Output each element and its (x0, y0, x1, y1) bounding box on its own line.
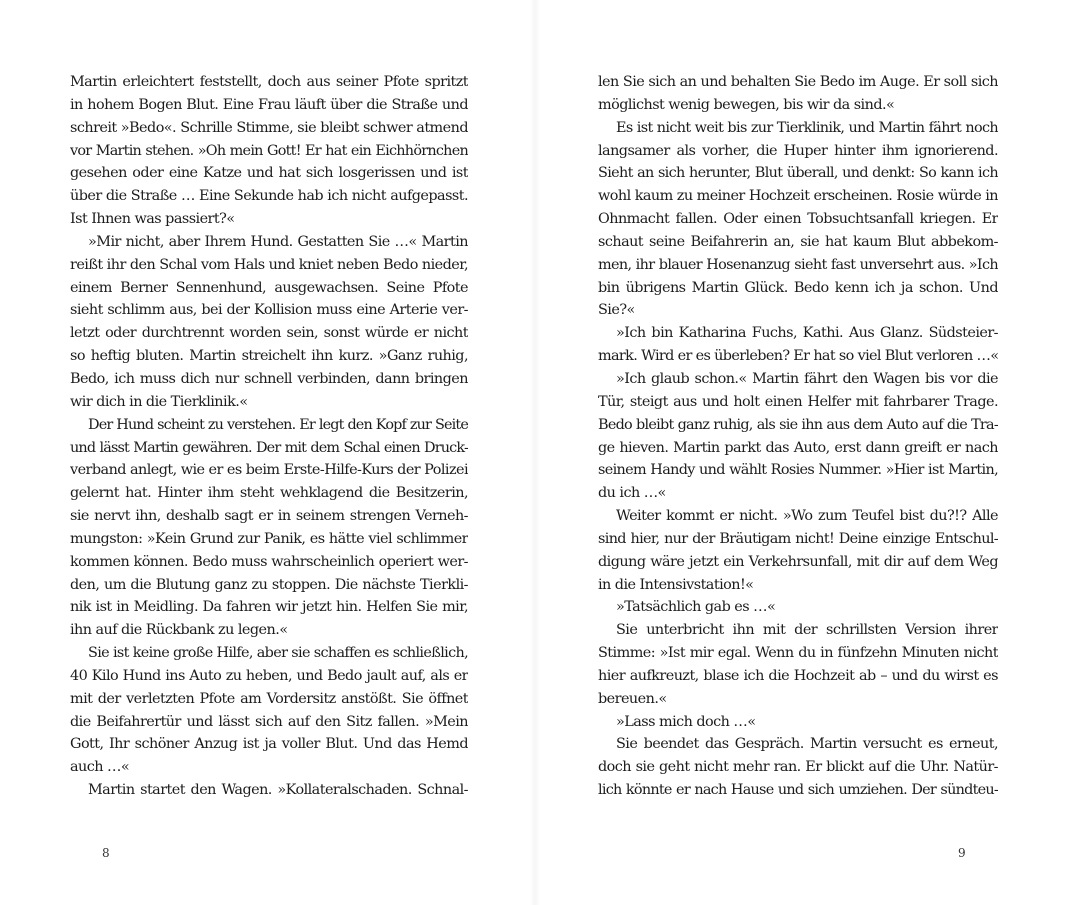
text-line: die Beifahrertür und lässt sich auf den Sitz fallen. »Mein (70, 713, 468, 730)
text-line: reißt ihr den Schal vom Hals und kniet neben Bedo nieder, (70, 256, 468, 273)
text-line: vor Martin stehen. »Oh mein Gott! Er hat ein Eichhörnchen (70, 142, 468, 159)
text-line: Ohnmacht fallen. Oder einen Tobsuchtsanfall kriegen. Er (598, 211, 998, 228)
text-line: Sie unterbricht ihn mit der schrillsten Version ihrer (616, 622, 998, 639)
text-line: »Lass mich doch …« (616, 713, 756, 730)
text-line: »Tatsächlich gab es …« (616, 599, 776, 616)
text-line: auch …« (70, 759, 130, 776)
text-line: »Ich bin Katharina Fuchs, Kathi. Aus Glanz. Südsteier- (616, 325, 998, 342)
text-line: schaut seine Beifahrerin an, sie hat kaum Blut abbekom- (598, 233, 998, 250)
text-line: in die Intensivstation!« (598, 576, 754, 593)
text-line: langsamer als vorher, die Huper hinter ihm ignorierend. (598, 142, 998, 159)
text-line: Es ist nicht weit bis zur Tierklinik, und Martin fährt noch (616, 119, 998, 136)
text-line: letzt oder durchtrennt worden sein, sonst würde er nicht (70, 325, 468, 342)
right-page (535, 0, 1069, 905)
text-line: sieht schlimm aus, bei der Kollision muss eine Arterie ver- (70, 302, 468, 319)
text-line: mark. Wird er es überleben? Er hat so viel Blut verloren …« (598, 348, 998, 365)
text-line: Sie beendet das Gespräch. Martin versucht es erneut, (616, 736, 998, 753)
text-line: Weiter kommt er nicht. »Wo zum Teufel bist du?!? Alle (616, 508, 998, 525)
text-line: kommen können. Bedo muss wahrscheinlich operiert wer- (70, 553, 468, 570)
text-line: Sie ist keine große Hilfe, aber sie schaffen es schließlich, (88, 645, 468, 662)
text-line: über die Straße … Eine Sekunde hab ich nicht aufgepasst. (70, 188, 468, 205)
text-line: men, ihr blauer Hosenanzug sieht fast unversehrt aus. »Ich (598, 256, 998, 273)
text-line: Tür, steigt aus und holt einen Helfer mit fahrbarer Trage. (598, 393, 998, 410)
text-line: Sieht an sich herunter, Blut überall, und denkt: So kann ich (598, 165, 998, 182)
text-line: so heftig bluten. Martin streichelt ihn kurz. »Ganz ruhig, (70, 348, 468, 365)
text-line: 40 Kilo Hund ins Auto zu heben, und Bedo jault auf, als er (70, 667, 468, 684)
text-line: Gott, Ihr schöner Anzug ist ja voller Blut. Und das Hemd (70, 736, 468, 753)
text-line: mit der verletzten Pfote am Vordersitz anstößt. Sie öffnet (70, 690, 468, 707)
text-line: sind hier, nur der Bräutigam nicht! Deine einzige Entschul- (598, 530, 998, 547)
text-line: in hohem Bogen Blut. Eine Frau läuft über die Straße und (70, 96, 468, 113)
text-line: verband anlegt, wie er es beim Erste-Hilfe-Kurs der Polizei (70, 462, 468, 479)
text-line: sie nervt ihn, deshalb sagt er in seinem strengen Verneh- (70, 508, 468, 525)
text-line: bereuen.« (598, 690, 667, 707)
left-page-number: 8 (102, 846, 110, 860)
text-line: nik ist in Meidling. Da fahren wir jetzt hin. Helfen Sie mir, (70, 599, 468, 616)
text-line: gesehen oder eine Katze und hat sich losgerissen und ist (70, 165, 468, 182)
text-line: du ich …« (598, 485, 666, 502)
text-line: len Sie sich an und behalten Sie Bedo im Auge. Er soll sich (598, 74, 998, 90)
text-line: doch sie geht nicht mehr ran. Er blickt auf die Uhr. Natür- (598, 759, 998, 776)
left-page-text (70, 71, 468, 802)
text-line: gelernt hat. Hinter ihm steht wehklagend die Besitzerin, (70, 485, 468, 502)
text-line: hier aufkreuzt, blase ich die Hochzeit ab – und du wirst es (598, 667, 998, 684)
text-line: wir dich in die Tierklinik.« (70, 393, 248, 410)
text-line: wohl kaum zu meiner Hochzeit erscheinen. Rosie würde in (598, 188, 998, 205)
text-line: digung wäre jetzt ein Verkehrsunfall, mit dir auf dem Weg (598, 553, 998, 570)
text-line: seinem Handy und wählt Rosies Nummer. »Hier ist Martin, (598, 462, 998, 479)
text-line: ge hieven. Martin parkt das Auto, erst dann greift er nach (598, 439, 998, 456)
text-line: und lässt Martin gewähren. Der mit dem Schal einen Druck- (70, 439, 468, 456)
text-line: den, um die Blutung ganz zu stoppen. Die nächste Tierkli- (70, 576, 468, 593)
text-line: mungston: »Kein Grund zur Panik, es hätte viel schlimmer (70, 530, 468, 547)
text-line: »Mir nicht, aber Ihrem Hund. Gestatten Sie …« Martin (88, 233, 468, 250)
text-line: Stimme: »Ist mir egal. Wenn du in fünfzehn Minuten nicht (598, 645, 998, 662)
text-line: Der Hund scheint zu verstehen. Er legt den Kopf zur Seite (88, 416, 468, 433)
text-line: Bedo bleibt ganz ruhig, als sie ihn aus dem Auto auf die Tra- (598, 416, 998, 433)
text-line: Bedo, ich muss dich nur schnell verbinden, dann bringen (70, 370, 468, 387)
text-line: schreit »Bedo«. Schrille Stimme, sie bleibt schwer atmend (70, 119, 468, 136)
text-line: Martin erleichtert feststellt, doch aus seiner Pfote spritzt (70, 74, 468, 90)
text-line: bin übrigens Martin Glück. Bedo kenn ich ja schon. Und (598, 279, 998, 296)
text-line: lich könnte er nach Hause und sich umziehen. Der sündteu- (598, 782, 998, 799)
text-line: möglichst wenig bewegen, bis wir da sind.« (598, 96, 895, 113)
left-page (0, 0, 534, 905)
text-line: Martin startet den Wagen. »Kollateralschaden. Schnal- (88, 782, 468, 799)
text-line: »Ich glaub schon.« Martin fährt den Wagen bis vor die (616, 370, 998, 387)
right-page-text (598, 71, 998, 802)
text-line: einem Berner Sennenhund, ausgewachsen. Seine Pfote (70, 279, 468, 296)
text-line: Ist Ihnen was passiert?« (70, 211, 235, 228)
right-page-number: 9 (958, 846, 966, 860)
text-line: ihn auf die Rückbank zu legen.« (70, 622, 288, 639)
text-line: Sie?« (598, 302, 635, 319)
